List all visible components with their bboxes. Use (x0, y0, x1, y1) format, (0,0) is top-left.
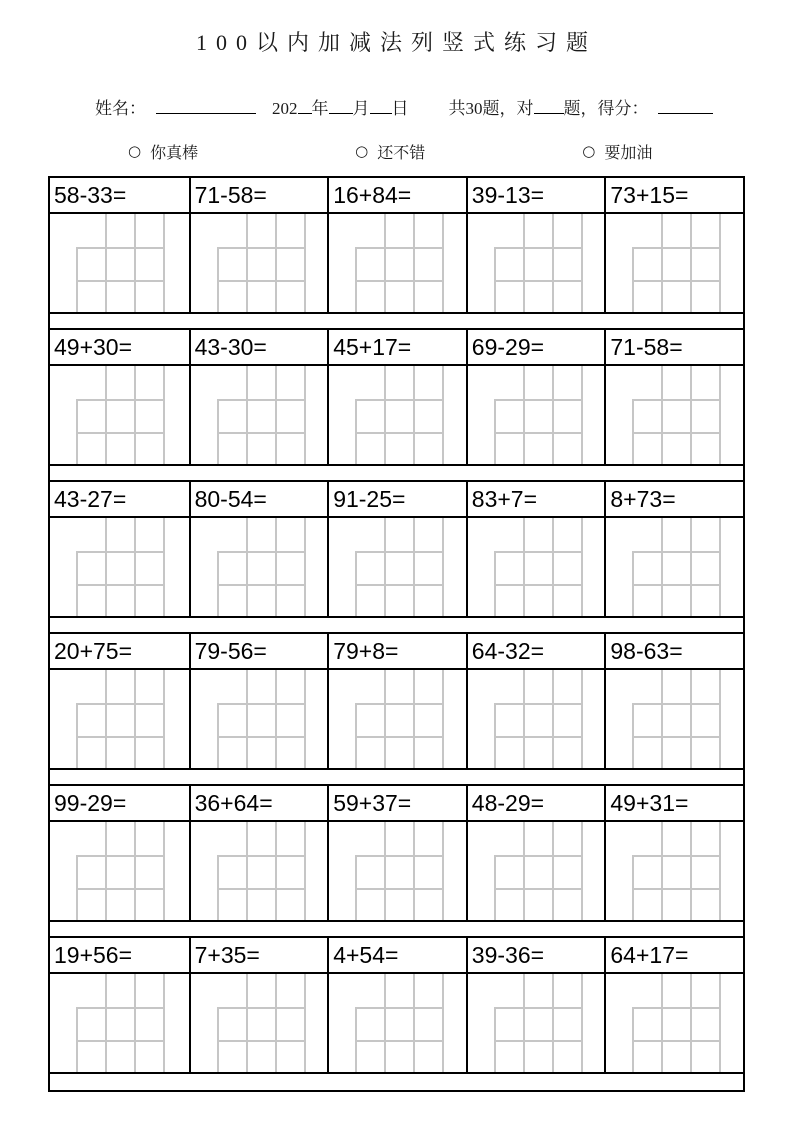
grid-line (494, 280, 583, 282)
problem-label-row (50, 786, 743, 822)
grid-line (494, 703, 583, 705)
grid-line (134, 214, 136, 312)
problem-label: 36+64= (189, 786, 328, 820)
grid-line (581, 974, 583, 1072)
problem-label: 49+31= (604, 786, 743, 820)
grid-line (442, 214, 444, 312)
circle-icon: ○ (128, 142, 142, 160)
grid-line (523, 822, 525, 920)
grid-line (134, 518, 136, 616)
grid-line (76, 888, 165, 890)
grid-line (494, 432, 583, 434)
vertical-calc-grid (327, 974, 466, 1072)
grid-line (217, 399, 306, 401)
problem-label: 79+8= (327, 634, 466, 668)
grid-line (413, 670, 415, 768)
grid-line (76, 855, 165, 857)
grid-line (384, 518, 386, 616)
grid-line (552, 822, 554, 920)
vertical-calc-grid (604, 214, 743, 312)
grid-line (632, 888, 721, 890)
problem-label: 69-29= (466, 330, 605, 364)
grid-line (632, 280, 721, 282)
grid-line (217, 1040, 306, 1042)
name-blank-line (156, 100, 256, 114)
grid-line (494, 247, 583, 249)
grid-line (355, 280, 444, 282)
grid-line (76, 736, 165, 738)
grid-line (413, 822, 415, 920)
grid-line (494, 1007, 583, 1009)
grid-line (355, 703, 444, 705)
grid-line (413, 214, 415, 312)
grid-line (275, 670, 277, 768)
grid-line (246, 822, 248, 920)
grid-line (355, 888, 444, 890)
problem-row-5 (48, 784, 745, 922)
vertical-calc-grid (327, 670, 466, 768)
score-blank-line (658, 100, 713, 114)
grid-line (494, 855, 583, 857)
problem-row-3 (48, 480, 745, 618)
grid-line (384, 670, 386, 768)
grid-line (304, 974, 306, 1072)
grid-line (661, 214, 663, 312)
grid-line (134, 974, 136, 1072)
grid-line (217, 584, 306, 586)
grid-line (632, 736, 721, 738)
grid-line (217, 703, 306, 705)
problem-label: 64-32= (466, 634, 605, 668)
grid-line (246, 214, 248, 312)
problem-label: 49+30= (54, 333, 133, 360)
rating-row (0, 140, 793, 163)
rating-effort-label: 要加油 (604, 145, 653, 162)
problem-label: 80-54= (189, 482, 328, 516)
grid-line (494, 399, 583, 401)
grid-line (661, 822, 663, 920)
problem-label: 98-63= (604, 634, 743, 668)
grid-line (246, 366, 248, 464)
grid-line (275, 518, 277, 616)
vertical-calc-grid (50, 974, 189, 1072)
correct-count-blank-line (534, 100, 564, 114)
name-label: 姓名： (95, 99, 146, 118)
vertical-calc-grid (327, 366, 466, 464)
grid-line (442, 822, 444, 920)
date-segment (272, 99, 409, 118)
vertical-calc-grid (50, 670, 189, 768)
problem-label: 19+56= (54, 941, 133, 968)
grid-line (719, 670, 721, 768)
grid-line (494, 551, 583, 553)
problem-label: 73+15= (604, 178, 743, 212)
vertical-calc-grid (189, 366, 328, 464)
grid-line (581, 822, 583, 920)
grid-line (523, 670, 525, 768)
grid-line (719, 822, 721, 920)
problem-label: 43-30= (189, 330, 328, 364)
grid-line (275, 214, 277, 312)
problem-label: 99-29= (54, 789, 127, 816)
grid-line (413, 366, 415, 464)
grid-line (661, 670, 663, 768)
grid-line (304, 670, 306, 768)
grid-line (632, 1007, 721, 1009)
vertical-calc-grid (189, 214, 328, 312)
grid-line (581, 214, 583, 312)
problems-table (48, 176, 745, 1092)
grid-line (632, 432, 721, 434)
grid-line (76, 703, 165, 705)
grid-line (661, 366, 663, 464)
answer-area-row (50, 822, 743, 920)
grid-line (632, 855, 721, 857)
grid-line (661, 518, 663, 616)
grid-line (523, 518, 525, 616)
row-spacer (48, 466, 745, 480)
grid-line (163, 974, 165, 1072)
vertical-calc-grid (50, 822, 189, 920)
vertical-calc-grid (466, 670, 605, 768)
vertical-calc-grid (466, 822, 605, 920)
grid-line (76, 399, 165, 401)
grid-line (690, 670, 692, 768)
rating-great-label: 你真棒 (150, 145, 199, 162)
grid-line (581, 670, 583, 768)
circle-icon: ○ (355, 142, 369, 160)
vertical-calc-grid (50, 214, 189, 312)
page-title: 100以内加减法列竖式练习题 (195, 30, 597, 55)
grid-line (632, 399, 721, 401)
vertical-calc-grid (604, 822, 743, 920)
grid-line (384, 214, 386, 312)
grid-line (355, 736, 444, 738)
vertical-calc-grid (604, 670, 743, 768)
grid-line (523, 366, 525, 464)
grid-line (304, 214, 306, 312)
grid-line (632, 551, 721, 553)
problem-label: 20+75= (54, 637, 133, 664)
problem-label-row (50, 938, 743, 974)
vertical-calc-grid (50, 366, 189, 464)
header-line (0, 94, 793, 119)
grid-line (217, 247, 306, 249)
grid-line (355, 247, 444, 249)
problem-label: 16+84= (327, 178, 466, 212)
problem-label: 91-25= (327, 482, 466, 516)
problem-row-4 (48, 632, 745, 770)
grid-line (105, 214, 107, 312)
answer-area-row (50, 366, 743, 464)
vertical-calc-grid (466, 974, 605, 1072)
grid-line (719, 366, 721, 464)
grid-line (494, 888, 583, 890)
rating-great (128, 140, 198, 163)
grid-line (719, 518, 721, 616)
grid-line (217, 1007, 306, 1009)
table-footer-strip (48, 1074, 745, 1092)
grid-line (217, 736, 306, 738)
grid-line (632, 247, 721, 249)
problem-label: 8+73= (604, 482, 743, 516)
vertical-calc-grid (327, 214, 466, 312)
grid-line (384, 974, 386, 1072)
grid-line (105, 366, 107, 464)
vertical-calc-grid (466, 518, 605, 616)
grid-line (163, 822, 165, 920)
vertical-calc-grid (327, 822, 466, 920)
count-suffix: 题，得分： (563, 99, 649, 118)
answer-area-row (50, 518, 743, 616)
grid-line (134, 822, 136, 920)
problem-label-row (50, 482, 743, 518)
day-label: 日 (391, 99, 409, 118)
grid-line (552, 518, 554, 616)
problem-label: 83+7= (466, 482, 605, 516)
score-segment (449, 99, 713, 118)
row-spacer (48, 618, 745, 632)
grid-line (719, 214, 721, 312)
grid-line (690, 974, 692, 1072)
row-spacer (48, 770, 745, 784)
grid-line (304, 366, 306, 464)
vertical-calc-grid (604, 974, 743, 1072)
problem-label-row (50, 634, 743, 670)
grid-line (719, 974, 721, 1072)
grid-line (275, 822, 277, 920)
grid-line (384, 366, 386, 464)
grid-line (494, 736, 583, 738)
grid-line (76, 280, 165, 282)
problem-label-row (50, 178, 743, 214)
grid-line (442, 518, 444, 616)
vertical-calc-grid (189, 822, 328, 920)
problem-label: 71-58= (189, 178, 328, 212)
grid-line (76, 1007, 165, 1009)
vertical-calc-grid (466, 214, 605, 312)
problem-label-row (50, 330, 743, 366)
problem-label: 59+37= (327, 786, 466, 820)
grid-line (355, 584, 444, 586)
problem-row-2 (48, 328, 745, 466)
grid-line (134, 366, 136, 464)
grid-line (581, 366, 583, 464)
grid-line (581, 518, 583, 616)
day-blank-line (370, 100, 392, 114)
problem-label: 43-27= (54, 485, 127, 512)
grid-line (523, 974, 525, 1072)
grid-line (355, 855, 444, 857)
grid-line (355, 432, 444, 434)
grid-line (217, 280, 306, 282)
vertical-calc-grid (466, 366, 605, 464)
grid-line (246, 974, 248, 1072)
vertical-calc-grid (50, 518, 189, 616)
rating-ok (355, 140, 425, 163)
row-spacer (48, 922, 745, 936)
problem-label: 58-33= (54, 181, 127, 208)
grid-line (355, 551, 444, 553)
problem-row-1 (48, 176, 745, 314)
grid-line (632, 1040, 721, 1042)
grid-line (217, 432, 306, 434)
problem-label: 71-58= (604, 330, 743, 364)
grid-line (442, 974, 444, 1072)
grid-line (355, 1040, 444, 1042)
grid-line (217, 888, 306, 890)
grid-line (632, 703, 721, 705)
problem-label: 79-56= (189, 634, 328, 668)
grid-line (494, 1040, 583, 1042)
grid-line (690, 518, 692, 616)
year-blank-line (298, 100, 312, 114)
vertical-calc-grid (604, 366, 743, 464)
grid-line (275, 366, 277, 464)
grid-line (105, 974, 107, 1072)
problem-label: 4+54= (327, 938, 466, 972)
vertical-calc-grid (189, 518, 328, 616)
grid-line (76, 551, 165, 553)
grid-line (690, 822, 692, 920)
count-label: 共30题，对 (448, 99, 534, 118)
answer-area-row (50, 214, 743, 312)
grid-line (163, 670, 165, 768)
grid-line (163, 214, 165, 312)
grid-line (134, 670, 136, 768)
grid-line (355, 1007, 444, 1009)
grid-line (384, 822, 386, 920)
grid-line (76, 1040, 165, 1042)
year-label: 年 (311, 99, 329, 118)
grid-line (76, 584, 165, 586)
circle-icon: ○ (582, 142, 596, 160)
grid-line (552, 214, 554, 312)
problem-row-6 (48, 936, 745, 1074)
problem-label: 7+35= (189, 938, 328, 972)
grid-line (552, 974, 554, 1072)
grid-line (690, 366, 692, 464)
vertical-calc-grid (327, 518, 466, 616)
grid-line (355, 399, 444, 401)
grid-line (661, 974, 663, 1072)
year-prefix: 202 (272, 99, 298, 118)
grid-line (217, 855, 306, 857)
grid-line (105, 518, 107, 616)
grid-line (632, 584, 721, 586)
grid-line (552, 366, 554, 464)
grid-line (413, 974, 415, 1072)
grid-line (690, 214, 692, 312)
problem-label: 45+17= (327, 330, 466, 364)
month-blank-line (329, 100, 353, 114)
grid-line (163, 518, 165, 616)
rating-effort (582, 140, 652, 163)
problem-label: 48-29= (466, 786, 605, 820)
grid-line (413, 518, 415, 616)
grid-line (105, 822, 107, 920)
grid-line (304, 822, 306, 920)
vertical-calc-grid (604, 518, 743, 616)
grid-line (217, 551, 306, 553)
month-label: 月 (352, 99, 370, 118)
row-spacer (48, 314, 745, 328)
grid-line (275, 974, 277, 1072)
rating-ok-label: 还不错 (377, 145, 426, 162)
grid-line (76, 247, 165, 249)
answer-area-row (50, 974, 743, 1072)
answer-area-row (50, 670, 743, 768)
grid-line (552, 670, 554, 768)
grid-line (494, 584, 583, 586)
grid-line (442, 366, 444, 464)
grid-line (246, 670, 248, 768)
vertical-calc-grid (189, 974, 328, 1072)
problem-label: 39-36= (466, 938, 605, 972)
grid-line (442, 670, 444, 768)
grid-line (523, 214, 525, 312)
problem-label: 64+17= (604, 938, 743, 972)
grid-line (246, 518, 248, 616)
problem-label: 39-13= (466, 178, 605, 212)
vertical-calc-grid (189, 670, 328, 768)
grid-line (163, 366, 165, 464)
grid-line (105, 670, 107, 768)
grid-line (76, 432, 165, 434)
grid-line (304, 518, 306, 616)
